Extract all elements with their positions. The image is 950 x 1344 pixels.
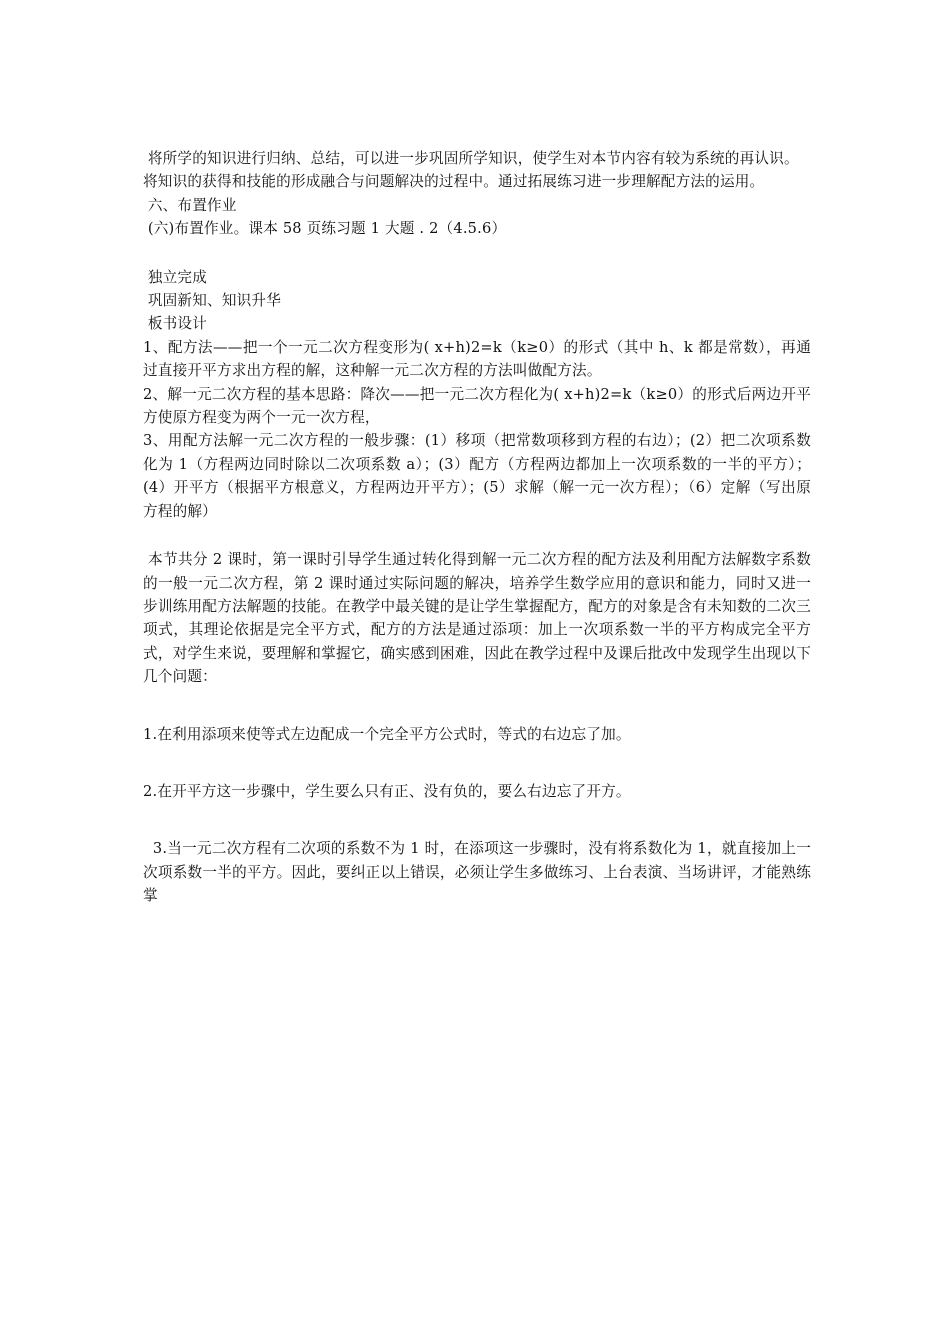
paragraph-homework-detail: (六)布置作业。课本 58 页练习题 1 大题 . 2（4.5.6） — [143, 220, 507, 238]
section-heading-homework: 六、布置作业 — [143, 196, 237, 214]
list-item-general-steps: 3、用配方法解一元二次方程的一般步骤：(1）移项（把常数项移到方程的右边）；(2）把二次项系数化为 1（方程两边同时除以二次项系数 a）；(3）配方（方程两边都加上一次项系数的一半的平方）；(4）开平方（根据平方根意义，方程两边开平方）；(5）求解（解一元一次方程）；（6）定解（写出原方程的解） — [143, 432, 811, 520]
spacer — [143, 523, 811, 548]
list-item-problem-2: 2.在开平方这一步骤中，学生要么只有正、没有负的，要么右边忘了开方。 — [143, 782, 631, 800]
list-item-problem-3: 3.当一元二次方程有二次项的系数不为 1 时，在添项这一步骤时，没有将系数化为 1，就直接加上一次项系数一半的平方。因此，要纠正以上错误，必须让学生多做练习、上台表演、当场讲评，才能熟练掌 — [143, 840, 812, 905]
paragraph-integration: 将知识的获得和技能的形成融合与问题解决的过程中。通过拓展练习进一步理解配方法的运用。 — [143, 173, 765, 191]
paragraph-independent: 独立完成 — [143, 268, 208, 286]
spacer — [143, 803, 811, 837]
spacer — [143, 746, 811, 780]
paragraph-reflection: 本节共分 2 课时，第一课时引导学生通过转化得到解一元二次方程的配方法及利用配方法解数字系数的一般一元二次方程，第 2 课时通过实际问题的解决，培养学生数学应用的意识和能力，同时又进一步训练用配方法解题的技能。在教学中最关键的是让学生掌握配方，配方的对象是含有未知数的二次三项式，其理论依据是完全平方式，配方的方法是通过添项：加上一次项系数一半的平方构成完全平方式，对学生来说，要理解和掌握它，确实感到困难，因此在教学过程中及课后批改中发现学生出现以下几个问题： — [143, 551, 811, 686]
spacer — [143, 689, 811, 723]
list-item-basic-idea: 2、解一元二次方程的基本思路：降次——把一元二次方程化为( x+h)2=k（k≥0）的形式后两边开平方使原方程变为两个一元一次方程， — [143, 385, 811, 427]
list-item-problem-1: 1.在利用添项来使等式左边配成一个完全平方公式时，等式的右边忘了加。 — [143, 725, 631, 743]
section-heading-board-design: 板书设计 — [143, 315, 208, 333]
spacer — [143, 241, 811, 266]
list-item-completing-square: 1、配方法——把一个一元二次方程变形为( x+h)2=k（k≥0）的形式（其中 h、k 都是常数），再通过直接开平方求出方程的解，这种解一元二次方程的方法叫做配方法。 — [143, 338, 811, 380]
paragraph-summary: 将所学的知识进行归纳、总结，可以进一步巩固所学知识，使学生对本节内容有较为系统的再认识。 — [143, 150, 799, 167]
document-page — [143, 147, 811, 908]
paragraph-consolidate: 巩固新知、知识升华 — [143, 292, 281, 310]
